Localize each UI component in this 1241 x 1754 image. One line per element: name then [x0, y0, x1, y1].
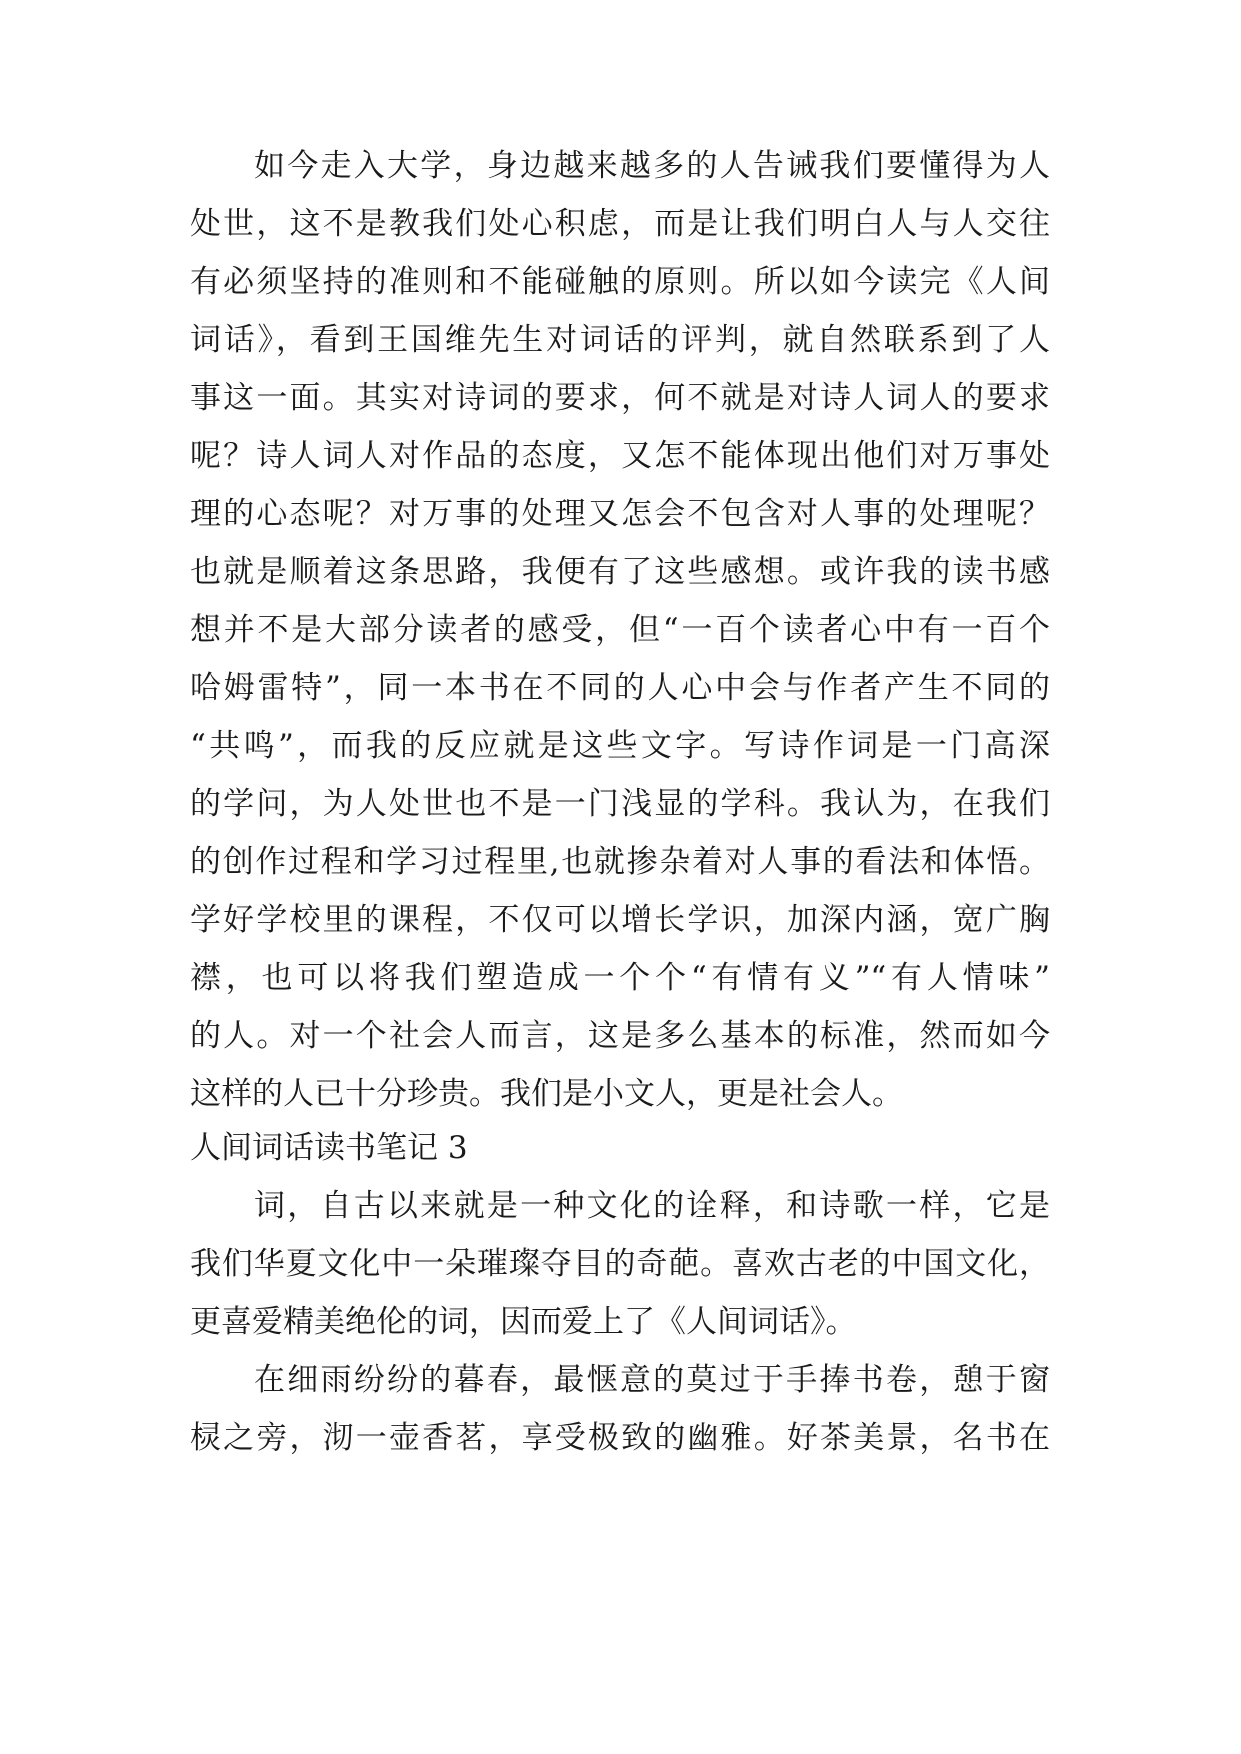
paragraph-3 — [190, 1351, 1050, 1467]
paragraph-1-line: 有必须坚持的准则和不能碰触的原则。所以如今读完《人间 — [190, 264, 1050, 300]
paragraph-1-line: 学好学校里的课程，不仅可以增长学识，加深内涵，宽广胸 — [190, 902, 1050, 938]
paragraph-1-line: 如今走入大学，身边越来越多的人告诫我们要懂得为人 — [254, 148, 1050, 184]
paragraph-1-line: 襟，也可以将我们塑造成一个个“有情有义”“有人情味” — [190, 960, 1050, 996]
paragraph-1-line: 的学问，为人处世也不是一门浅显的学科。我认为，在我们 — [190, 786, 1050, 822]
paragraph-3-line: 在细雨纷纷的暮春，最惬意的莫过于手捧书卷，憩于窗 — [254, 1362, 1050, 1398]
paragraph-1-line: 也就是顺着这条思路，我便有了这些感想。或许我的读书感 — [190, 554, 1050, 590]
paragraph-2 — [190, 1177, 1050, 1351]
paragraph-1-line: 的人。对一个社会人而言，这是多么基本的标准，然而如今 — [190, 1018, 1050, 1054]
paragraph-1-line: 哈姆雷特”，同一本书在不同的人心中会与作者产生不同的 — [190, 670, 1050, 706]
paragraph-1-line: “共鸣”，而我的反应就是这些文字。写诗作词是一门高深 — [190, 728, 1050, 764]
paragraph-1-line: 处世，这不是教我们处心积虑，而是让我们明白人与人交往 — [190, 206, 1050, 242]
paragraph-1-line: 呢？诗人词人对作品的态度，又怎不能体现出他们对万事处 — [190, 438, 1050, 474]
paragraph-1-line: 理的心态呢？对万事的处理又怎会不包含对人事的处理呢？ — [190, 496, 1050, 532]
paragraph-2-line: 更喜爱精美绝伦的词，因而爱上了《人间词话》。 — [190, 1304, 857, 1340]
paragraph-3-line: 棂之旁，沏一壶香茗，享受极致的幽雅。好茶美景，名书在 — [190, 1420, 1050, 1456]
paragraph-1-line: 这样的人已十分珍贵。我们是小文人，更是社会人。 — [190, 1076, 903, 1112]
paragraph-1-line: 想并不是大部分读者的感受，但“一百个读者心中有一百个 — [190, 612, 1050, 648]
paragraph-1 — [190, 137, 1050, 1123]
paragraph-1-line: 的创作过程和学习过程里,也就掺杂着对人事的看法和体悟。 — [190, 844, 1050, 880]
paragraph-2-line: 词，自古以来就是一种文化的诠释，和诗歌一样，它是 — [254, 1188, 1050, 1224]
paragraph-1-line: 词话》，看到王国维先生对词话的评判，就自然联系到了人 — [190, 322, 1050, 358]
section-heading: 人间词话读书笔记 3 — [190, 1130, 468, 1166]
paragraph-2-line: 我们华夏文化中一朵璀璨夺目的奇葩。喜欢古老的中国文化， — [190, 1246, 1050, 1282]
paragraph-1-line: 事这一面。其实对诗词的要求，何不就是对诗人词人的要求 — [190, 380, 1050, 416]
